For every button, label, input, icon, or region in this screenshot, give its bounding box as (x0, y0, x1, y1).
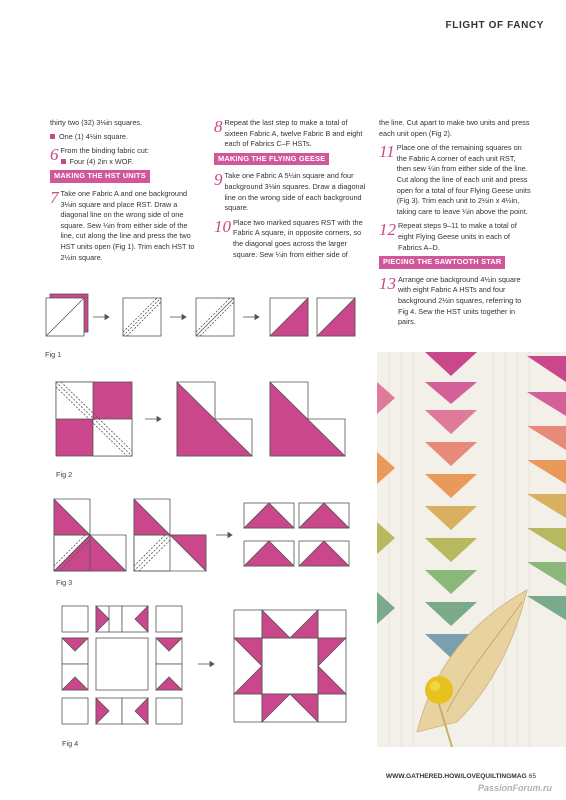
step-10 (214, 218, 366, 260)
page-number: 65 (528, 773, 536, 780)
text-column-1 (50, 118, 202, 263)
figure-2-label: Fig 2 (56, 470, 73, 479)
step-number: 9 (214, 170, 223, 190)
step-number: 12 (379, 220, 396, 240)
figure-4-diagram (58, 600, 350, 732)
step-number: 8 (214, 117, 223, 136)
step-text: Repeat steps 9–11 to make a total of eight Flying Geese units in each of Fabrics A–D. (398, 221, 517, 252)
step-text: Arrange one background 4½in square with eight Fabric A HSTs and four background 2½in squares, referring to Fig 4. Sew the HST units together in pairs. (398, 274, 522, 327)
section-heading-star: PIECING THE SAWTOOTH STAR (379, 256, 505, 269)
cut-line: thirty two (32) 3⅛in squares. (50, 118, 143, 127)
step-number: 13 (379, 273, 396, 293)
step-bullet: Four (4) 2in x WOF. (61, 157, 203, 168)
figure-3-diagram (52, 495, 352, 575)
step-text: Repeat the last step to make a total of sixteen Fabric A, twelve Fabric B and eight each of Fabrics C–F HSTs. (224, 118, 363, 149)
figure-4-label: Fig 4 (62, 739, 79, 748)
step-text: Place two marked squares RST with the Fabric A square, in opposite corners, so the diagonal goes across the larger square. Sew ¼in from either side of (233, 217, 363, 259)
bullet-icon (61, 159, 66, 164)
figure-2-diagram (52, 378, 347, 460)
figure-3-label: Fig 3 (56, 578, 73, 587)
step-number: 11 (379, 142, 395, 162)
step-text: From the binding fabric cut: (60, 146, 149, 156)
text-column-2 (214, 118, 366, 260)
step-number: 10 (214, 216, 231, 236)
bullet-icon (50, 134, 55, 139)
section-heading-hst: MAKING THE HST UNITS (50, 170, 150, 183)
step-text: Take one Fabric A and one background 3⅛in square and place RST. Draw a diagonal line on the wrong side of one square. Sew ¼in from either side of the line, cut along the line and press the two HST units open (Fig 1). Trim each HST to 2½in square. (60, 188, 195, 262)
running-header: FLIGHT OF FANCY (445, 20, 544, 31)
step-12 (379, 221, 531, 253)
step-13 (379, 275, 531, 328)
step-number: 7 (50, 187, 59, 207)
footer-url: WWW.GATHERED.HOW/LOVEQUILTINGMAG 65 (385, 773, 536, 780)
cut-bullet: One (1) 4½in square. (50, 132, 202, 143)
step-text: Take one Fabric A 5½in square and four background 3⅛in squares. Draw a diagonal line on the wrong side of each background square. (224, 171, 366, 213)
step-7 (50, 189, 202, 263)
continued-text: the line. Cut apart to make two units and press each unit open (Fig 2). (379, 118, 530, 138)
step-9 (214, 171, 366, 213)
step-8 (214, 118, 366, 150)
step-number: 6 (50, 145, 59, 165)
step-text: Place one of the remaining squares on the Fabric A corner of each unit RST, then sew ¼in from either side of the line. Cut along the line of each unit and press open for a total of four Flying Geese units (Fig 3). Trim each unit to 2½in x 4½in, taking care to leave ¼in above the point. (396, 143, 531, 216)
step-6 (50, 146, 202, 167)
watermark-text: PassionForum.ru (477, 783, 552, 793)
figure-1-diagram (44, 290, 362, 348)
figure-1-label: Fig 1 (45, 350, 62, 359)
section-heading-geese: MAKING THE FLYING GEESE (214, 153, 329, 166)
text-column-3 (379, 118, 531, 328)
quilt-photo (377, 352, 566, 747)
step-11 (379, 143, 531, 217)
